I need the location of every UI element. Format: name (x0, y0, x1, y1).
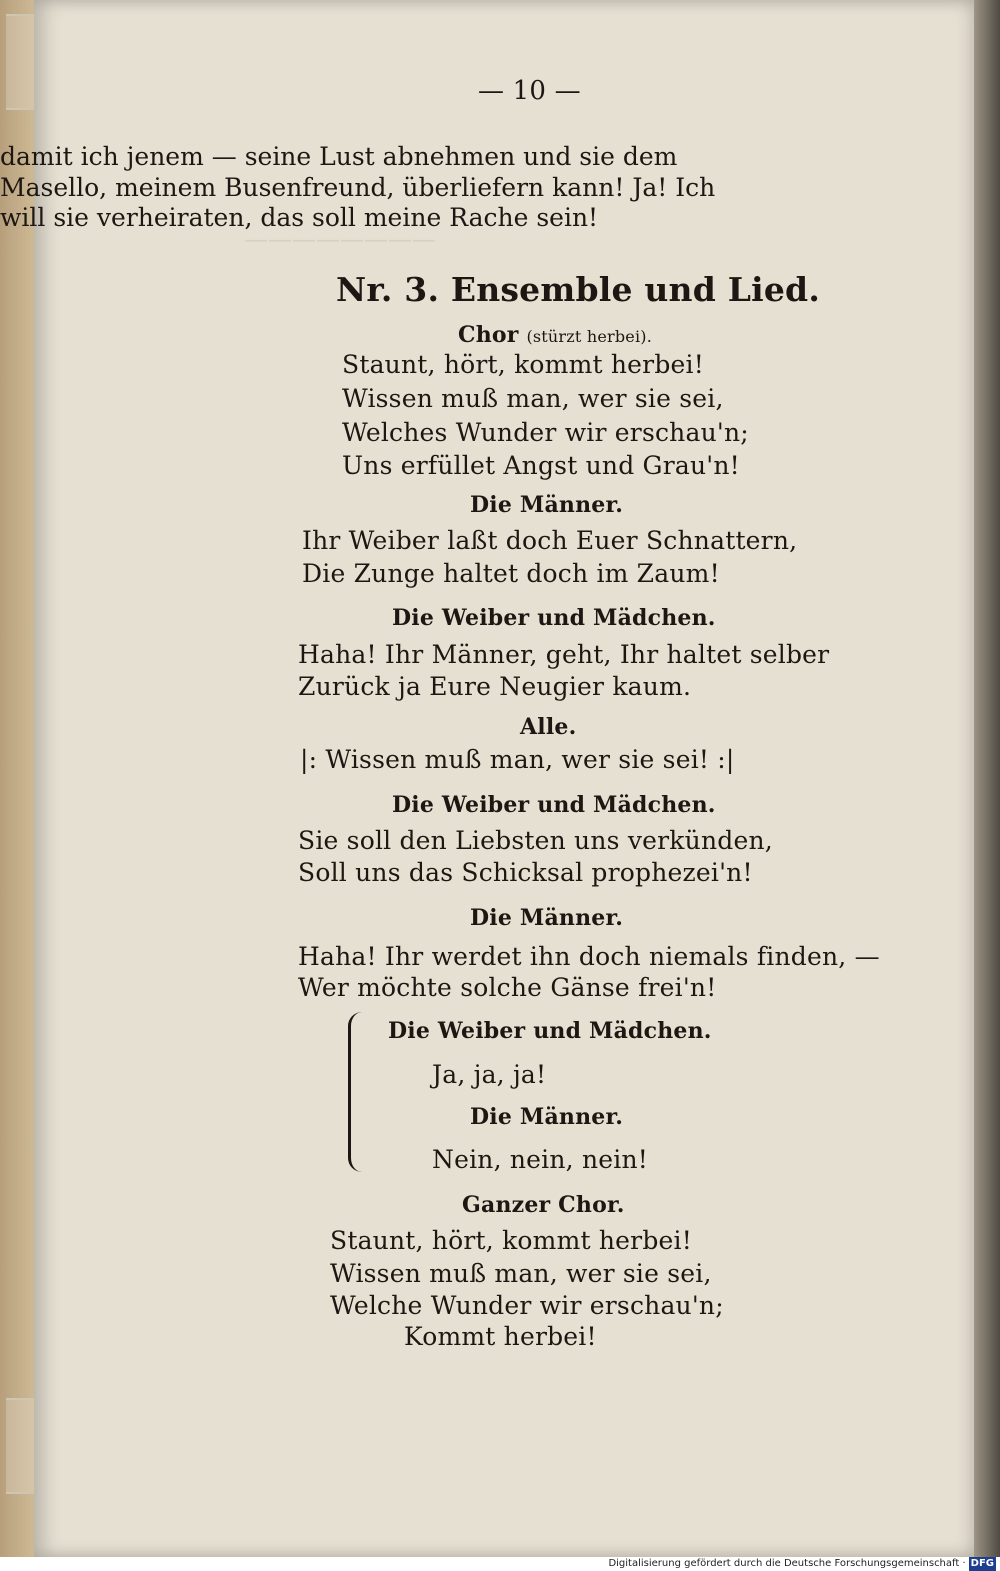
verse-line: Staunt, hört, kommt herbei! (342, 350, 704, 379)
verse-line: Wer möchte solche Gänse frei'n! (298, 973, 717, 1002)
verse-line: Haha! Ihr Männer, geht, Ihr haltet selber (298, 640, 830, 669)
prose-line: damit ich jenem — seine Lust abnehmen und sie dem (0, 142, 678, 171)
verse-line: Welche Wunder wir erschau'n; (330, 1291, 724, 1320)
prose-line: will sie verheiraten, das soll meine Rache sein! (0, 203, 599, 232)
footer-text: Digitalisierung gefördert durch die Deutsche Forschungsgemeinschaft · (608, 1558, 966, 1569)
curly-brace (348, 1012, 369, 1172)
verse-line: Haha! Ihr werdet ihn doch niemals finden, — (298, 942, 880, 971)
verse-line: Zurück ja Eure Neugier kaum. (298, 672, 692, 701)
verse-line: Nein, nein, nein! (432, 1145, 648, 1174)
dfg-logo: DFG (970, 1558, 994, 1569)
digitization-footer (0, 1557, 1000, 1571)
verse-line: Sie soll den Liebsten uns verkünden, (298, 826, 773, 855)
speaker-name: Chor (458, 322, 519, 348)
speaker-label: Ganzer Chor. (462, 1192, 625, 1218)
verse-line: Die Zunge haltet doch im Zaum! (302, 559, 720, 588)
verse-line: Soll uns das Schicksal prophezei'n! (298, 858, 753, 887)
verse-line: Wissen muß man, wer sie sei, (330, 1259, 712, 1288)
verse-line: Welches Wunder wir erschau'n; (342, 418, 749, 447)
verse-line: Kommt herbei! (404, 1322, 597, 1351)
speaker-label: Die Männer. (470, 1104, 624, 1130)
prose-line: Masello, meinem Busenfreund, überliefern kann! Ja! Ich (0, 173, 716, 202)
verse-line: Ja, ja, ja! (432, 1060, 547, 1089)
speaker-label: Die Männer. (470, 905, 624, 931)
verse-line: Uns erfüllet Angst und Grau'n! (342, 451, 740, 480)
verse-line: Staunt, hört, kommt herbei! (330, 1226, 692, 1255)
speaker-label: Alle. (520, 714, 577, 740)
speaker-label (458, 322, 652, 348)
verse-line: Ihr Weiber laßt doch Euer Schnattern, (302, 526, 798, 555)
speaker-label: Die Weiber und Mädchen. (392, 792, 716, 818)
verse-line: |: Wissen muß man, wer sie sei! :| (300, 745, 735, 774)
book-gutter-shadow (974, 0, 1000, 1557)
stage-direction: (stürzt herbei). (526, 327, 652, 346)
section-heading: Nr. 3. Ensemble und Lied. (336, 270, 821, 309)
book-page: ———————— (34, 0, 974, 1557)
speaker-label: Die Männer. (470, 492, 624, 518)
page-number: — 10 — (478, 76, 581, 106)
speaker-label: Die Weiber und Mädchen. (388, 1018, 712, 1044)
speaker-label: Die Weiber und Mädchen. (392, 605, 716, 631)
verse-line: Wissen muß man, wer sie sei, (342, 384, 724, 413)
